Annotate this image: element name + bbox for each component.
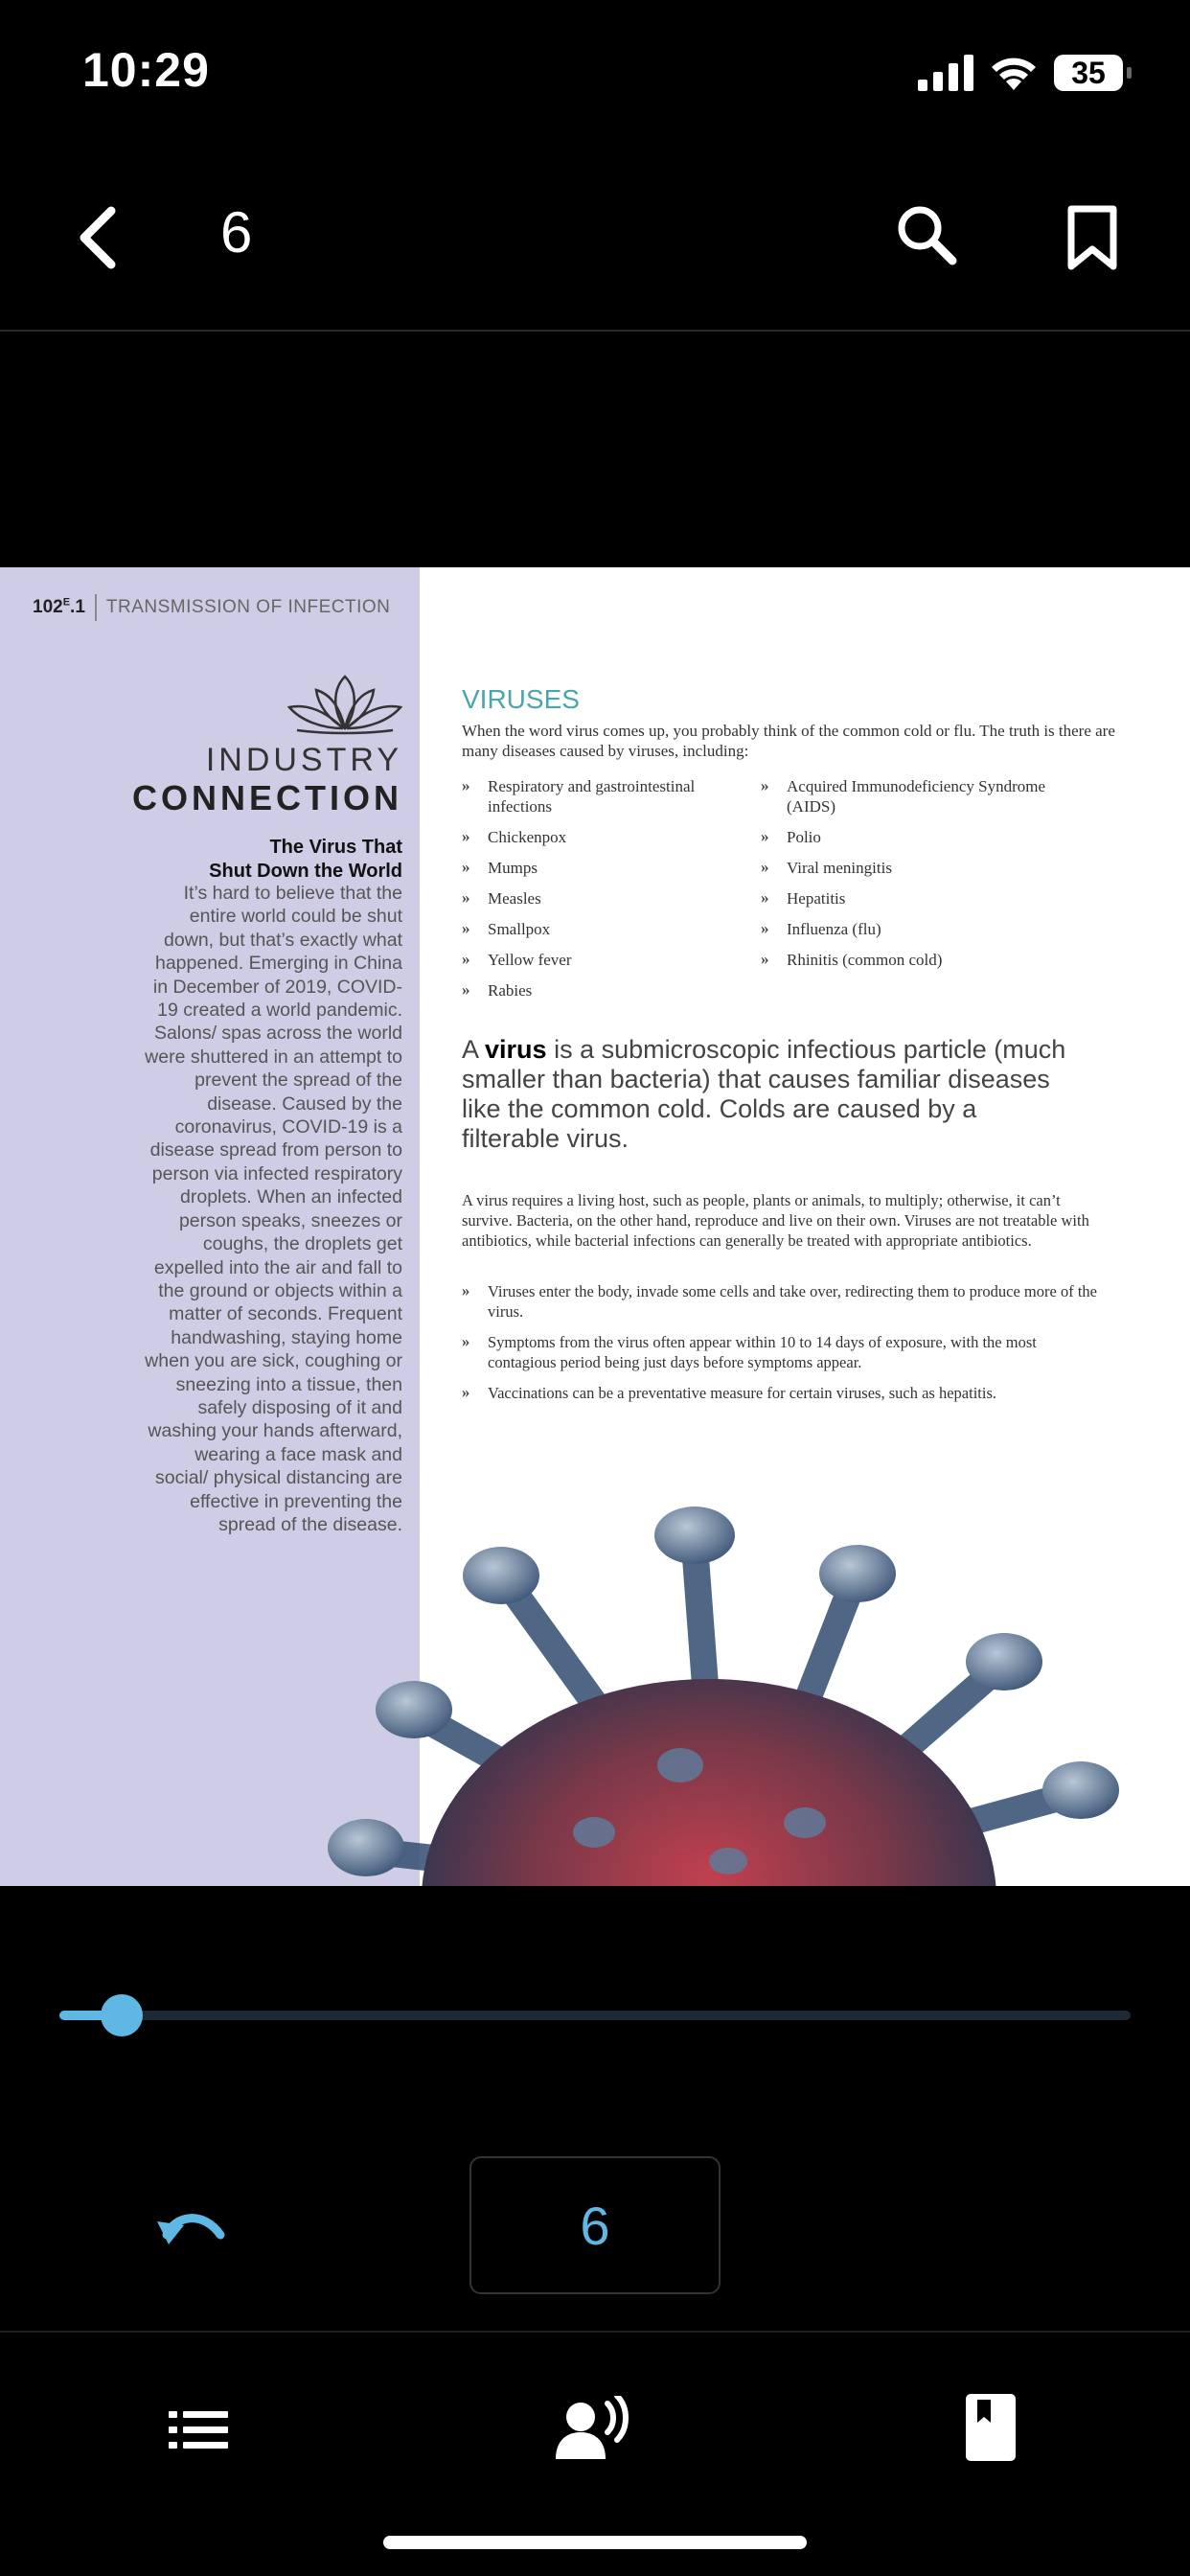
page-slider-track[interactable] <box>59 2011 1131 2020</box>
book-page[interactable] <box>0 567 1190 1886</box>
definition-term: virus <box>485 1035 547 1064</box>
undo-icon <box>153 2200 230 2258</box>
list-item: » Viral meningitis <box>761 858 1048 878</box>
current-page-indicator[interactable]: 6 <box>469 2156 721 2294</box>
search-icon <box>893 201 962 270</box>
disease-list-right <box>761 776 1048 980</box>
bookmark-button[interactable] <box>1064 203 1121 272</box>
list-item: » Polio <box>761 827 1048 847</box>
status-icons <box>918 52 1123 94</box>
disease-list-left <box>462 776 740 1011</box>
list-item: » Yellow fever <box>462 950 740 970</box>
list-item: » Acquired Immunodeficiency Syndrome (AIDS) <box>761 776 1048 816</box>
intro-paragraph: When the word virus comes up, you probably think of the common cold or flu. The truth is there are many diseases caused by viruses, including: <box>462 722 1115 760</box>
list-item: » Rhinitis (common cold) <box>761 950 1048 970</box>
page-number-title: 6 <box>220 200 253 264</box>
list-item: » Chickenpox <box>462 827 740 847</box>
sidebar-title: The Virus That Shut Down the World <box>209 837 402 882</box>
undo-button[interactable] <box>153 2200 230 2258</box>
list-item: » Rabies <box>462 980 740 1000</box>
industry-label: INDUSTRY <box>205 742 402 778</box>
search-button[interactable] <box>893 201 962 270</box>
lotus-icon <box>287 671 402 736</box>
page-slider-thumb[interactable] <box>101 1994 143 2036</box>
chapter-code: $102^E.1$ <box>33 596 85 618</box>
list-item: » Mumps <box>462 858 740 878</box>
page-header <box>33 594 390 621</box>
list-item: » Smallpox <box>462 919 740 939</box>
coronavirus-illustration <box>230 1449 1150 1886</box>
list-item: » Influenza (flu) <box>761 919 1048 939</box>
nav-divider <box>0 330 1190 332</box>
chevron-left-icon <box>69 199 126 276</box>
body-paragraph: A virus requires a living host, such as people, plants or animals, to multiply; otherwise, it can’t survive. Bacteria, on the other hand, reproduce and live on their own. Viruses are not treatable with antibiotics, while bacterial infections can generally be treated with appropriate antibiotics. <box>462 1191 1089 1250</box>
list-item: » Symptoms from the virus often appear within 10 to 14 days of exposure, with the most contagious period being just days before symptoms appear. <box>462 1332 1104 1372</box>
home-indicator <box>383 2536 807 2549</box>
list-item: » Measles <box>462 888 740 908</box>
connection-label: CONNECTION <box>132 778 402 817</box>
bookmark-icon <box>1064 203 1121 272</box>
definition-callout: A virus is a submicroscopic infectious particle (much smaller than bacteria) that causes familiar diseases like the common cold. Colds are caused by a filterable virus. <box>462 1035 1066 1153</box>
book-info-button[interactable] <box>966 2394 1016 2461</box>
signal-icon <box>918 55 973 91</box>
read-aloud-icon <box>556 2396 632 2463</box>
list-item: » Hepatitis <box>761 888 1048 908</box>
virus-facts-list <box>462 1281 1104 1414</box>
list-item: » Vaccinations can be a preventative measure for certain viruses, such as hepatitis. <box>462 1383 1104 1403</box>
back-button[interactable] <box>69 199 126 276</box>
sidebar-body: It’s hard to believe that the entire world could be shut down, but that’s exactly what happened. Emerging in China in December of 2019, COVID-19 created a world pandemic. Salons/ spas across the world were shuttered in an attempt to prevent the spread of the disease. Caused by the coronavirus, COVID-19 is a disease spread from person to person via infected respiratory droplets. When an infected person speaks, sneezes or coughs, the droplets get expelled into the air and fall to the ground or objects within a matter of seconds. Frequent handwashing, staying home when you are sick, coughing or sneezing into a tissue, then safely disposing of it and washing your hands afterward, wearing a face mask and social/ physical distancing are effective in preventing the spread of the disease. <box>145 883 402 1535</box>
list-item: » Respiratory and gastrointestinal infections <box>462 776 740 816</box>
status-time: 10:29 <box>82 43 210 97</box>
list-icon <box>169 2409 228 2451</box>
toolbar-divider <box>0 2331 1190 2333</box>
book-icon <box>966 2394 1016 2461</box>
section-title: TRANSMISSION OF INFECTION <box>105 597 391 618</box>
section-heading: VIRUSES <box>462 684 580 714</box>
list-item: » Viruses enter the body, invade some cells and take over, redirecting them to produce more of the virus. <box>462 1281 1104 1322</box>
wifi-icon <box>989 54 1039 92</box>
read-aloud-button[interactable] <box>556 2396 632 2463</box>
table-of-contents-button[interactable] <box>169 2409 228 2451</box>
battery-indicator: 35 <box>1054 55 1123 91</box>
